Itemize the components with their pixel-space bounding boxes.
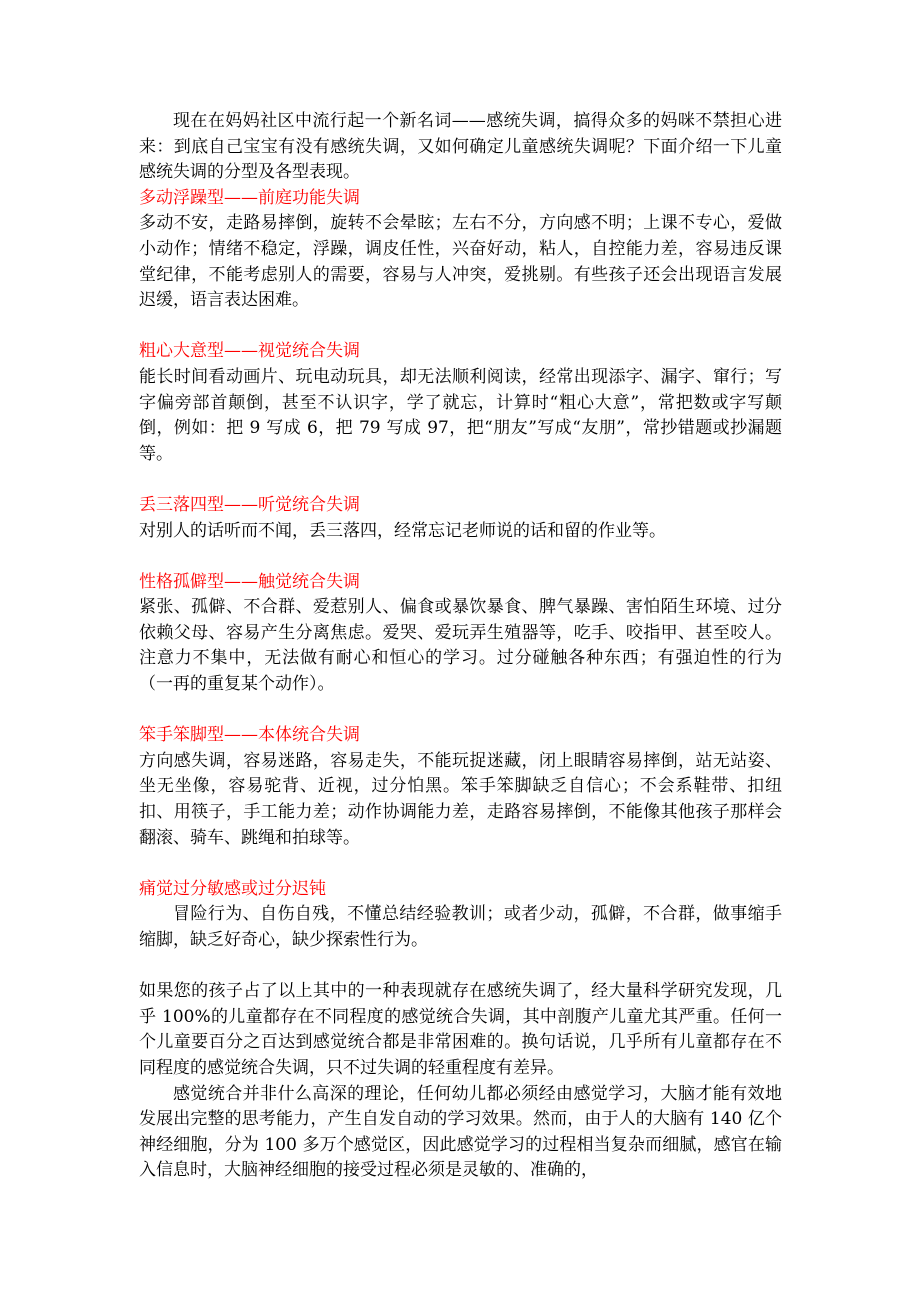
section-heading-tactile: 性格孤僻型——触觉统合失调 bbox=[139, 571, 360, 592]
blank-line bbox=[139, 851, 782, 877]
section-heading-visual: 粗心大意型——视觉统合失调 bbox=[139, 341, 360, 362]
section-heading-proprioceptive: 笨手笨脚型——本体统合失调 bbox=[139, 725, 360, 746]
closing-paragraph: 感觉统合并非什么高深的理论，任何幼儿都必须经由感觉学习，大脑才能有效地发展出完整的思考能力，产生自发自动的学习效果。然而，由于人的大脑有 140 亿个神经细胞，分为 100 多万个感觉区，因此感觉学习的过程相当复杂而细腻，感官在输入信息时，大脑神经细胞的接受过程必须是灵敏的、准确的， bbox=[139, 1083, 782, 1181]
section-body-auditory: 对别人的话听而不闻，丢三落四，经常忘记老师说的话和留的作业等。 bbox=[139, 520, 666, 541]
section-body-pain: 冒险行为、自伤自残，不懂总结经验教训；或者少动，孤僻，不合群，做事缩手缩脚，缺乏好奇心，缺少探索性行为。 bbox=[139, 904, 782, 950]
intro-paragraph: 现在在妈妈社区中流行起一个新名词——感统失调，搞得众多的妈咪不禁担心进来：到底自己宝宝有没有感统失调，又如何确定儿童感统失调呢？下面介绍一下儿童感统失调的分型及各型表现。 bbox=[139, 111, 782, 183]
section-heading-auditory: 丢三落四型——听觉统合失调 bbox=[139, 494, 360, 515]
section-body-visual: 能长时间看动画片、玩电动玩具，却无法顺利阅读，经常出现添字、漏字、窜行；写字偏旁部首颠倒，甚至不认识字，学了就忘，计算时“粗心大意”，常把数或字写颠倒，例如：把 9 写成 6，把 79 写成 97，把“朋友”写成“友朋”，常抄错题或抄漏题等。 bbox=[139, 366, 782, 464]
document-page bbox=[139, 109, 782, 1184]
section-heading-vestibular: 多动浮躁型——前庭功能失调 bbox=[139, 187, 360, 208]
conclusion-paragraph: 如果您的孩子占了以上其中的一种表现就存在感统失调了，经大量科学研究发现，几乎 100%的儿童都存在不同程度的感觉统合失调，其中剖腹产儿童尤其严重。任何一个儿童要百分之百达到感觉统合都是非常困难的。换句话说，几乎所有儿童都存在不同程度的感觉统合失调，只不过失调的轻重程度有差异。 bbox=[139, 981, 782, 1078]
section-body-vestibular: 多动不安，走路易摔倒，旋转不会晕眩；左右不分，方向感不明；上课不专心，爱做小动作；情绪不稳定，浮躁，调皮任性，兴奋好动，粘人，自控能力差，容易违反课堂纪律，不能考虑别人的需要，容易与人冲突，爱挑剔。有些孩子还会出现语言发展迟缓，语言表达困难。 bbox=[139, 213, 782, 311]
blank-line bbox=[139, 954, 782, 980]
blank-line bbox=[139, 314, 782, 340]
blank-line bbox=[139, 544, 782, 570]
section-heading-pain: 痛觉过分敏感或过分迟钝 bbox=[139, 878, 326, 899]
blank-line bbox=[139, 698, 782, 724]
section-body-proprioceptive: 方向感失调，容易迷路，容易走失，不能玩捉迷藏，闭上眼睛容易摔倒，站无站姿、坐无坐像，容易驼背、近视，过分怕黑。笨手笨脚缺乏自信心；不会系鞋带、扣纽扣、用筷子，手工能力差；动作协调能力差，走路容易摔倒，不能像其他孩子那样会翻滚、骑车、跳绳和拍球等。 bbox=[139, 750, 782, 848]
section-body-tactile: 紧张、孤僻、不合群、爱惹别人、偏食或暴饮暴食、脾气暴躁、害怕陌生环境、过分依赖父母、容易产生分离焦虑。爱哭、爱玩弄生殖器等，吃手、咬指甲、甚至咬人。注意力不集中，无法做有耐心和恒心的学习。过分碰触各种东西；有强迫性的行为（一再的重复某个动作）。 bbox=[139, 597, 782, 695]
blank-line bbox=[139, 467, 782, 493]
